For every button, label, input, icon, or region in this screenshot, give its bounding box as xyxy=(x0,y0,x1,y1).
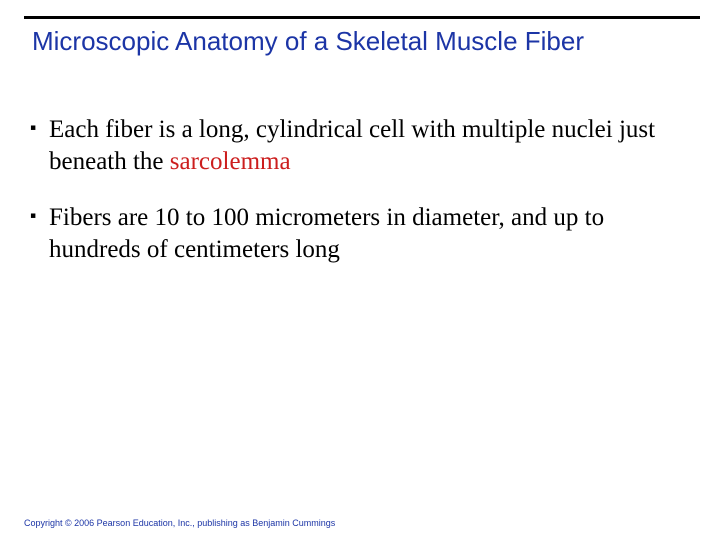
bullet-list xyxy=(30,114,680,266)
bullet-text: Each fiber is a long, cylindrical cell with multiple nuclei just beneath the xyxy=(49,116,656,175)
square-bullet-icon: ▪ xyxy=(30,211,37,221)
bullet-text: Fibers are 10 to 100 micrometers in diameter, and up to hundreds of centimeters long xyxy=(49,204,605,263)
copyright-notice: Copyright © 2006 Pearson Education, Inc., publishing as Benjamin Cummings xyxy=(24,518,336,528)
bullet-item-fiber-shape xyxy=(30,114,680,178)
bullet-item-fiber-size xyxy=(30,202,680,266)
sarcolemma-term: sarcolemma xyxy=(169,148,291,175)
slide-title: Microscopic Anatomy of a Skeletal Muscle Fiber xyxy=(32,26,584,56)
square-bullet-icon: ▪ xyxy=(30,123,37,133)
top-rule xyxy=(24,16,700,19)
